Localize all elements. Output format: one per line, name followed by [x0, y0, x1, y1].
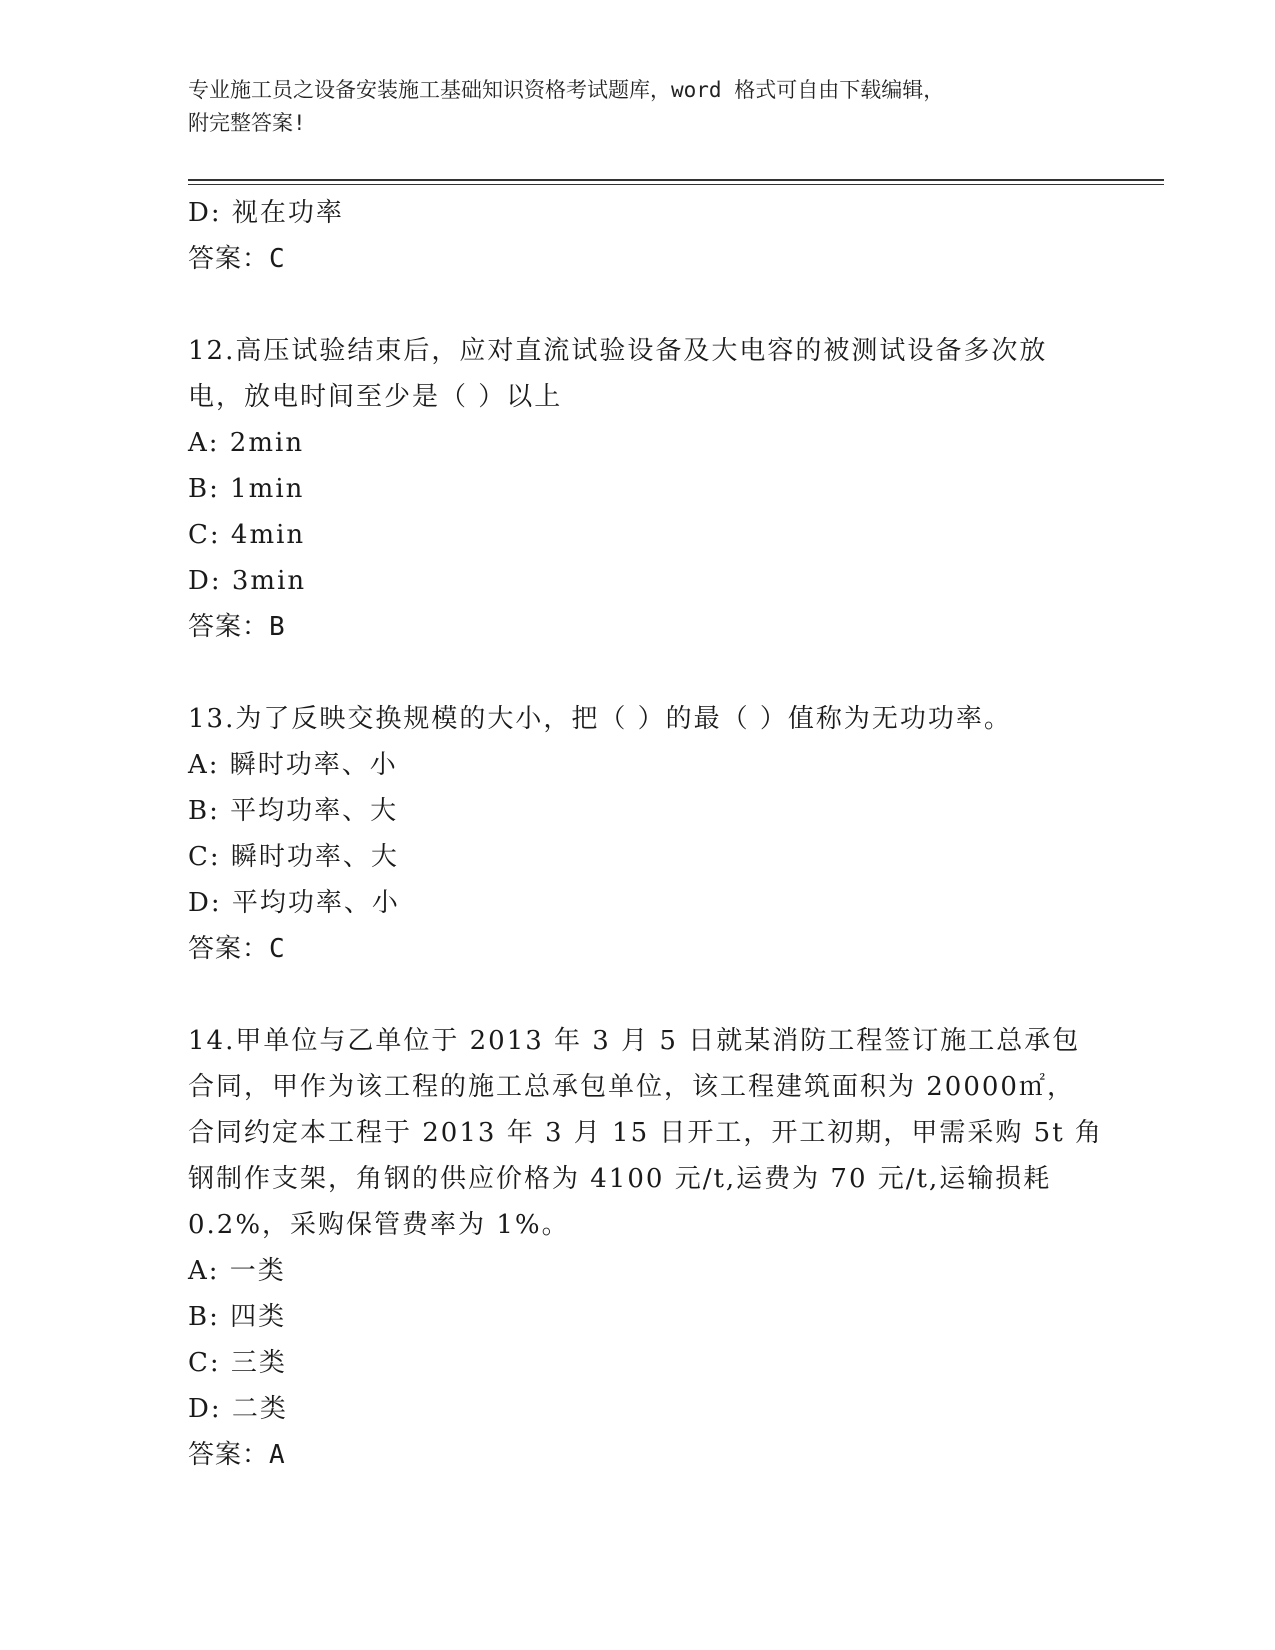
question-stem [188, 696, 1088, 742]
question-stem [188, 1018, 1103, 1248]
spacer [188, 650, 1088, 696]
option-a: A: 瞬时功率、小 [188, 750, 398, 780]
question-list [188, 190, 1103, 1478]
option-a: A: 一类 [188, 1256, 286, 1286]
question-12 [188, 328, 1088, 650]
stem-line: 12.高压试验结束后，应对直流试验设备及大电容的被测试设备多次放 [188, 336, 1048, 366]
question-13 [188, 696, 1088, 972]
answer: 答案：A [188, 1440, 286, 1470]
header-divider-thin [188, 184, 1164, 185]
question-14 [188, 1018, 1103, 1478]
option-c: C: 三类 [188, 1348, 287, 1378]
answer: 答案：C [188, 934, 286, 964]
question-stem [188, 328, 1088, 420]
stem-line: 0.2%，采购保管费率为 1%。 [188, 1210, 570, 1240]
header-line-2: 附完整答案! [188, 111, 306, 135]
answer: 答案：B [188, 612, 286, 642]
question-11-tail [188, 190, 1088, 282]
stem-line: 14.甲单位与乙单位于 2013 年 3 月 5 日就某消防工程签订施工总承包 [188, 1026, 1081, 1056]
option-b: B: 1min [188, 474, 305, 504]
option-d: D: 平均功率、小 [188, 888, 400, 918]
header-divider-thick [188, 179, 1164, 181]
spacer [188, 972, 1088, 1018]
stem-line: 电，放电时间至少是（ ）以上 [188, 382, 563, 412]
option-d: D: 二类 [188, 1394, 288, 1424]
answer: 答案：C [188, 244, 286, 274]
option-a: A: 2min [188, 428, 305, 458]
option-b: B: 四类 [188, 1302, 287, 1332]
option-d: D: 3min [188, 566, 307, 596]
option-c: C: 瞬时功率、大 [188, 842, 399, 872]
option-d: D: 视在功率 [188, 198, 344, 228]
header-line-1: 专业施工员之设备安装施工基础知识资格考试题库，word 格式可自由下载编辑， [188, 78, 945, 102]
option-b: B: 平均功率、大 [188, 796, 399, 826]
stem-line: 合同，甲作为该工程的施工总承包单位，该工程建筑面积为 20000㎡， [188, 1072, 1075, 1102]
stem-line: 合同约定本工程于 2013 年 3 月 15 日开工，开工初期，甲需采购 5t 角 [188, 1118, 1103, 1148]
spacer [188, 282, 1088, 328]
option-c: C: 4min [188, 520, 306, 550]
document-header [188, 74, 1088, 140]
stem-line: 13.为了反映交换规模的大小，把（ ）的最（ ）值称为无功功率。 [188, 704, 1012, 734]
stem-line: 钢制作支架，角钢的供应价格为 4100 元/t,运费为 70 元/t,运输损耗 [188, 1164, 1052, 1194]
